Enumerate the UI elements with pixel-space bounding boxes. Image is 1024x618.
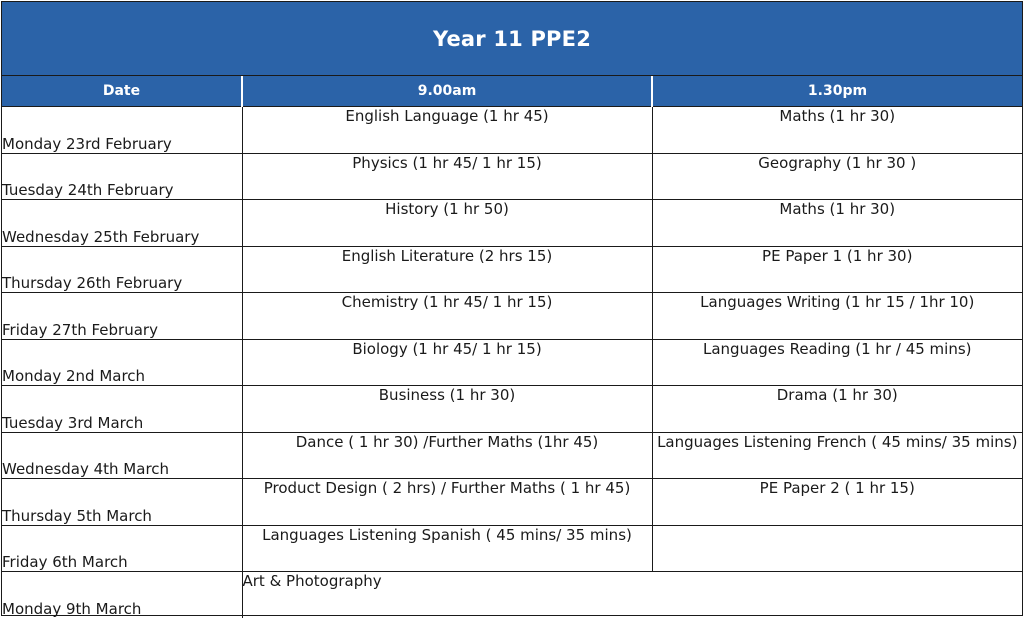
- morning-exam-cell: Dance ( 1 hr 30) /Further Maths (1hr 45): [242, 432, 652, 479]
- timetable-grid: [2, 76, 1022, 618]
- morning-exam-cell: Languages Listening Spanish ( 45 mins/ 35 mins): [242, 525, 652, 572]
- afternoon-exam-cell: [652, 525, 1022, 572]
- merged-exam-cell: Art & Photography: [242, 572, 1022, 618]
- date-cell: Friday 6th March: [2, 525, 242, 572]
- table-row: [2, 432, 1022, 479]
- table-row: [2, 107, 1022, 154]
- table-row: [2, 525, 1022, 572]
- date-cell: Thursday 26th February: [2, 246, 242, 293]
- morning-exam-cell: Chemistry (1 hr 45/ 1 hr 15): [242, 293, 652, 340]
- title-bar: [2, 2, 1022, 76]
- afternoon-exam-cell: Maths (1 hr 30): [652, 200, 1022, 247]
- column-header-afternoon: 1.30pm: [652, 76, 1022, 107]
- morning-exam-cell: Product Design ( 2 hrs) / Further Maths ( 1 hr 45): [242, 479, 652, 526]
- morning-exam-cell: Business (1 hr 30): [242, 386, 652, 433]
- date-cell: Tuesday 3rd March: [2, 386, 242, 433]
- table-row: [2, 339, 1022, 386]
- morning-exam-cell: Physics (1 hr 45/ 1 hr 15): [242, 153, 652, 200]
- date-cell: Monday 2nd March: [2, 339, 242, 386]
- table-row: [2, 246, 1022, 293]
- afternoon-exam-cell: PE Paper 1 (1 hr 30): [652, 246, 1022, 293]
- morning-exam-cell: English Literature (2 hrs 15): [242, 246, 652, 293]
- table-row: [2, 572, 1022, 618]
- date-cell: Wednesday 25th February: [2, 200, 242, 247]
- afternoon-exam-cell: Drama (1 hr 30): [652, 386, 1022, 433]
- table-row: [2, 386, 1022, 433]
- afternoon-exam-cell: PE Paper 2 ( 1 hr 15): [652, 479, 1022, 526]
- morning-exam-cell: History (1 hr 50): [242, 200, 652, 247]
- page-title: Year 11 PPE2: [432, 26, 592, 51]
- afternoon-exam-cell: Languages Writing (1 hr 15 / 1hr 10): [652, 293, 1022, 340]
- afternoon-exam-cell: Geography (1 hr 30 ): [652, 153, 1022, 200]
- date-cell: Wednesday 4th March: [2, 432, 242, 479]
- exam-timetable: [1, 1, 1023, 616]
- morning-exam-cell: Biology (1 hr 45/ 1 hr 15): [242, 339, 652, 386]
- column-header-morning: 9.00am: [242, 76, 652, 107]
- table-row: [2, 479, 1022, 526]
- afternoon-exam-cell: Maths (1 hr 30): [652, 107, 1022, 154]
- column-header-date: Date: [2, 76, 242, 107]
- morning-exam-cell: English Language (1 hr 45): [242, 107, 652, 154]
- afternoon-exam-cell: Languages Reading (1 hr / 45 mins): [652, 339, 1022, 386]
- header-row: [2, 76, 1022, 107]
- date-cell: Thursday 5th March: [2, 479, 242, 526]
- date-cell: Friday 27th February: [2, 293, 242, 340]
- date-cell: Monday 23rd February: [2, 134, 172, 153]
- table-row: [2, 153, 1022, 200]
- date-cell: Monday 9th March: [2, 572, 242, 618]
- afternoon-exam-cell: Languages Listening French ( 45 mins/ 35 mins): [652, 432, 1022, 479]
- table-row: [2, 200, 1022, 247]
- date-cell: Tuesday 24th February: [2, 153, 242, 200]
- table-row: [2, 293, 1022, 340]
